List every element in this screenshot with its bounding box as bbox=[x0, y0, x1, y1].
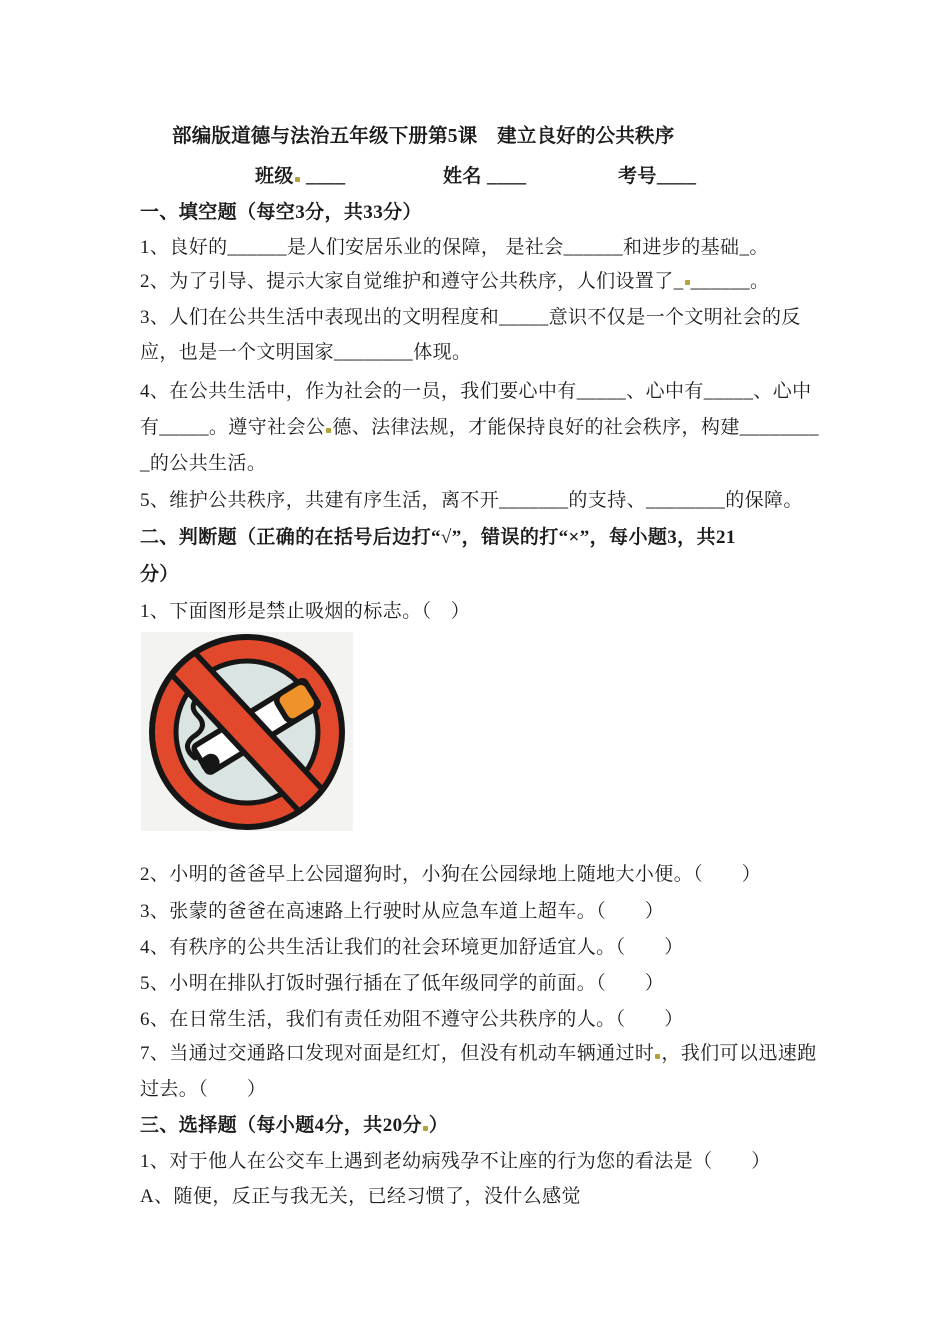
fill-q2: 2、为了引导、提示大家自觉维护和遵守公共秩序，人们设置了_ ______。 bbox=[140, 271, 770, 292]
section3-heading: 三、选择题（每小题4分，共20分 ） bbox=[140, 1115, 449, 1136]
annotation-dot bbox=[655, 1054, 660, 1059]
annotation-dot bbox=[326, 428, 331, 433]
name-field bbox=[443, 166, 527, 188]
exam-number-label: 考号 bbox=[618, 166, 657, 187]
judge-q7-line2: 过去。（ ） bbox=[140, 1079, 267, 1100]
judge-q3: 3、张蒙的爸爸在高速路上行驶时从应急车道上超车。（ ） bbox=[140, 901, 665, 922]
judge-q7-line1: 7、当通过交通路口发现对面是红灯，但没有机动车辆通过时 ，我们可以迅速跑 bbox=[140, 1043, 817, 1064]
section1-heading: 一、填空题（每空3分，共33分） bbox=[140, 202, 422, 223]
fill-q3-line1: 3、人们在公共生活中表现出的文明程度和_____意识不仅是一个文明社会的反 bbox=[140, 307, 801, 328]
class-blank: ____ bbox=[305, 166, 346, 187]
judge-q1: 1、下面图形是禁止吸烟的标志。（ ） bbox=[140, 601, 471, 622]
annotation-dot bbox=[295, 177, 300, 182]
fill-q3-line2: 应，也是一个文明国家________体现。 bbox=[140, 342, 472, 363]
fill-q5: 5、维护公共秩序，共建有序生活，离不开_______的支持、________的保障。 bbox=[140, 490, 803, 511]
exam-number-blank: ____ bbox=[656, 166, 697, 187]
judge-q5: 5、小明在排队打饭时强行插在了低年级同学的前面。（ ） bbox=[140, 973, 665, 994]
section2-heading-line2: 分） bbox=[140, 564, 179, 585]
judge-q2: 2、小明的爸爸早上公园遛狗时，小狗在公园绿地上随地大小便。（ ） bbox=[140, 864, 762, 885]
page-title: 部编版道德与法治五年级下册第5课 建立良好的公共秩序 bbox=[172, 126, 675, 147]
fill-q4-line1: 4、在公共生活中，作为社会的一员，我们要心中有_____、心中有_____、心中 bbox=[140, 381, 812, 402]
name-blank: ____ bbox=[486, 166, 527, 187]
fill-q4-line2: 有_____。遵守社会公 德、法律法规，才能保持良好的社会秩序，构建________ bbox=[140, 417, 819, 438]
annotation-dot bbox=[685, 280, 690, 285]
choice-q1: 1、对于他人在公交车上遇到老幼病残孕不让座的行为您的看法是（ ） bbox=[140, 1151, 771, 1172]
no-smoking-sign-icon bbox=[141, 632, 353, 831]
class-label: 班级 bbox=[255, 166, 294, 187]
no-smoking-sign-image bbox=[141, 632, 353, 831]
judge-q4: 4、有秩序的公共生活让我们的社会环境更加舒适宜人。（ ） bbox=[140, 937, 684, 958]
section2-heading-line1: 二、判断题（正确的在括号后边打“√”，错误的打“×”，每小题3，共21 bbox=[140, 527, 736, 548]
fill-q1: 1、良好的______是人们安居乐业的保障， 是社会______和进步的基础_。 bbox=[140, 237, 769, 258]
choice-q1-optionA: A、随便，反正与我无关，已经习惯了，没什么感觉 bbox=[140, 1186, 581, 1207]
annotation-dot bbox=[423, 1126, 428, 1131]
class-field bbox=[255, 166, 346, 188]
judge-q6: 6、在日常生活，我们有责任劝阻不遵守公共秩序的人。（ ） bbox=[140, 1009, 684, 1030]
name-label: 姓名 bbox=[443, 166, 482, 187]
exam-number-field bbox=[618, 166, 696, 188]
fill-q4-line3: _的公共生活。 bbox=[140, 453, 267, 474]
